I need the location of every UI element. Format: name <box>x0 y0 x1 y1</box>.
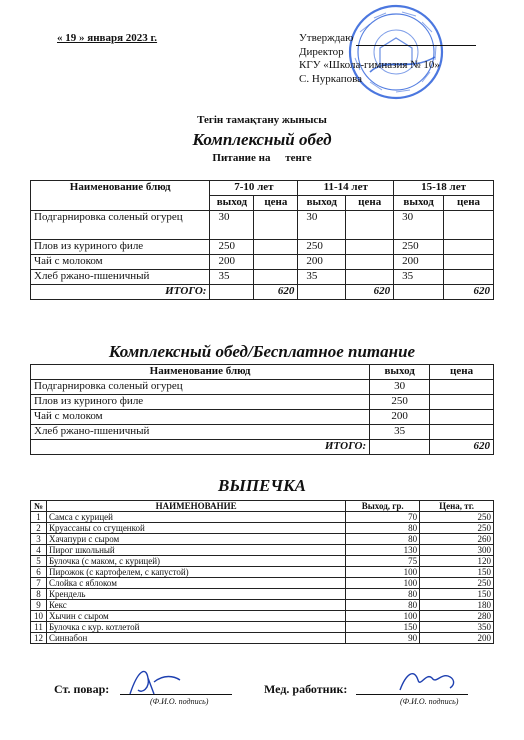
dish-name: Хлеб ржано-пшеничный <box>31 425 370 440</box>
document-date: « 19 » января 2023 г. <box>57 32 158 44</box>
pastry-name: Синнабон <box>46 633 345 644</box>
dish-name: Чай с молоком <box>31 255 210 270</box>
total-value: 620 <box>444 285 494 300</box>
table-row <box>31 545 494 556</box>
pastry-name: Круассаны со сгущенкой <box>46 523 345 534</box>
pastry-out: 80 <box>346 523 420 534</box>
med-worker-label: Мед. работник: <box>264 682 348 696</box>
cook-handwritten-signature <box>124 664 184 700</box>
pastry-name: Хачапури с сыром <box>46 534 345 545</box>
pastry-out: 75 <box>346 556 420 567</box>
total-row <box>31 440 494 455</box>
col-header-age-2: 11-14 лет <box>298 181 394 196</box>
table-row <box>31 611 494 622</box>
approve-line-4: С. Нуркапова <box>299 72 363 85</box>
table-row <box>31 633 494 644</box>
row-number: 8 <box>31 589 47 600</box>
dish-out: 200 <box>370 410 430 425</box>
cook-label: Ст. повар: <box>54 682 110 696</box>
dish-out: 250 <box>394 240 444 255</box>
sub-header-out: выход <box>394 196 444 211</box>
approve-line-2: Директор <box>299 45 344 58</box>
pastry-name: Крендель <box>46 589 345 600</box>
bakery-body <box>31 512 494 644</box>
row-number: 12 <box>31 633 47 644</box>
pastry-price: 180 <box>420 600 494 611</box>
dish-out: 30 <box>370 380 430 395</box>
table-row <box>31 523 494 534</box>
pastry-price: 260 <box>420 534 494 545</box>
pastry-name: Пирог школьный <box>46 545 345 556</box>
col-header-out: выход <box>370 365 430 380</box>
dish-name: Подгарнировка соленый огурец <box>31 211 210 240</box>
table-row <box>31 589 494 600</box>
sub-header-out: выход <box>210 196 254 211</box>
col-header-age-1: 7-10 лет <box>210 181 298 196</box>
col-header-price: Цена, тг. <box>420 501 494 512</box>
dish-name: Плов из куриного филе <box>31 240 210 255</box>
table-row <box>31 380 494 395</box>
col-header-price: цена <box>430 365 494 380</box>
total-label: ИТОГО: <box>31 440 370 455</box>
sub-header-price: цена <box>254 196 298 211</box>
col-header-name: Наименование блюд <box>31 181 210 211</box>
total-value: 620 <box>346 285 394 300</box>
pastry-name: Булочка (с маком, с курицей) <box>46 556 345 567</box>
col-header-out: Выход, гр. <box>346 501 420 512</box>
row-number: 6 <box>31 567 47 578</box>
row-number: 1 <box>31 512 47 523</box>
approve-line-3: КГУ «Школа-гимназия № 10» <box>299 59 440 71</box>
med-caption: (Ф.И.О. подпись) <box>400 697 459 706</box>
pastry-out: 100 <box>346 578 420 589</box>
pastry-out: 90 <box>346 633 420 644</box>
table-row <box>31 567 494 578</box>
bakery-table <box>30 500 494 644</box>
dish-out: 35 <box>210 270 254 285</box>
table-row <box>31 512 494 523</box>
pastry-out: 100 <box>346 567 420 578</box>
row-number: 7 <box>31 578 47 589</box>
pastry-out: 80 <box>346 534 420 545</box>
table-row <box>31 395 494 410</box>
pastry-price: 120 <box>420 556 494 567</box>
dish-out: 200 <box>394 255 444 270</box>
dish-name: Чай с молоком <box>31 410 370 425</box>
tenge-label: тенге <box>285 152 312 164</box>
table-row <box>31 240 494 255</box>
dish-out: 30 <box>210 211 254 240</box>
total-value: 620 <box>430 440 494 455</box>
table-row <box>31 270 494 285</box>
pastry-price: 250 <box>420 578 494 589</box>
pastry-name: Кекс <box>46 600 345 611</box>
col-header-name: НАИМЕНОВАНИЕ <box>46 501 345 512</box>
pastry-name: Слойка с яблоком <box>46 578 345 589</box>
complex-lunch-title: Комплексный обед <box>192 130 332 149</box>
pastry-price: 150 <box>420 567 494 578</box>
pastry-out: 130 <box>346 545 420 556</box>
sub-header-price: цена <box>346 196 394 211</box>
pastry-out: 80 <box>346 600 420 611</box>
total-row <box>31 285 494 300</box>
pastry-out: 150 <box>346 622 420 633</box>
row-number: 5 <box>31 556 47 567</box>
table-row <box>31 255 494 270</box>
table-row <box>31 600 494 611</box>
free-lunch-table <box>30 364 494 455</box>
col-header-num: № <box>31 501 47 512</box>
pastry-price: 250 <box>420 523 494 534</box>
row-number: 11 <box>31 622 47 633</box>
sub-header-price: цена <box>444 196 494 211</box>
pitanie-label: Питание на <box>212 152 271 164</box>
pastry-out: 80 <box>346 589 420 600</box>
pastry-price: 280 <box>420 611 494 622</box>
pastry-price: 200 <box>420 633 494 644</box>
dish-out: 200 <box>298 255 346 270</box>
cook-caption: (Ф.И.О. подпись) <box>150 697 209 706</box>
table-row <box>31 211 494 240</box>
bakery-title: ВЫПЕЧКА <box>218 476 306 495</box>
row-number: 2 <box>31 523 47 534</box>
dish-name: Подгарнировка соленый огурец <box>31 380 370 395</box>
pastry-out: 100 <box>346 611 420 622</box>
sub-header-out: выход <box>298 196 346 211</box>
dish-out: 35 <box>370 425 430 440</box>
kazakh-title: Тегін тамақтану жынысы <box>197 114 327 126</box>
table-row <box>31 622 494 633</box>
row-number: 10 <box>31 611 47 622</box>
dish-out: 35 <box>298 270 346 285</box>
dish-out: 200 <box>210 255 254 270</box>
row-number: 3 <box>31 534 47 545</box>
complex-lunch-table <box>30 180 494 300</box>
pastry-name: Булочка с кур. котлетой <box>46 622 345 633</box>
pastry-name: Самса с курицей <box>46 512 345 523</box>
pastry-name: Пирожок (с картофелем, с капустой) <box>46 567 345 578</box>
total-value: 620 <box>254 285 298 300</box>
pastry-price: 250 <box>420 512 494 523</box>
col-header-name: Наименование блюд <box>31 365 370 380</box>
free-lunch-title: Комплексный обед/Бесплатное питание <box>108 342 416 361</box>
dish-out: 250 <box>210 240 254 255</box>
pastry-price: 350 <box>420 622 494 633</box>
pastry-name: Хычин с сыром <box>46 611 345 622</box>
total-label: ИТОГО: <box>31 285 210 300</box>
col-header-age-3: 15-18 лет <box>394 181 494 196</box>
row-number: 9 <box>31 600 47 611</box>
row-number: 4 <box>31 545 47 556</box>
pastry-out: 70 <box>346 512 420 523</box>
dish-out: 30 <box>298 211 346 240</box>
table-row <box>31 534 494 545</box>
med-handwritten-signature <box>396 664 460 698</box>
dish-name: Плов из куриного филе <box>31 395 370 410</box>
pastry-price: 150 <box>420 589 494 600</box>
approval-block <box>299 32 476 86</box>
pastry-price: 300 <box>420 545 494 556</box>
table-row <box>31 556 494 567</box>
dish-out: 30 <box>394 211 444 240</box>
approve-line-1: Утверждаю <box>299 32 476 46</box>
table-row <box>31 410 494 425</box>
dish-out: 250 <box>370 395 430 410</box>
pitanie-line <box>0 152 524 164</box>
table-row <box>31 578 494 589</box>
dish-name: Хлеб ржано-пшеничный <box>31 270 210 285</box>
table-row <box>31 425 494 440</box>
dish-out: 250 <box>298 240 346 255</box>
dish-out: 35 <box>394 270 444 285</box>
